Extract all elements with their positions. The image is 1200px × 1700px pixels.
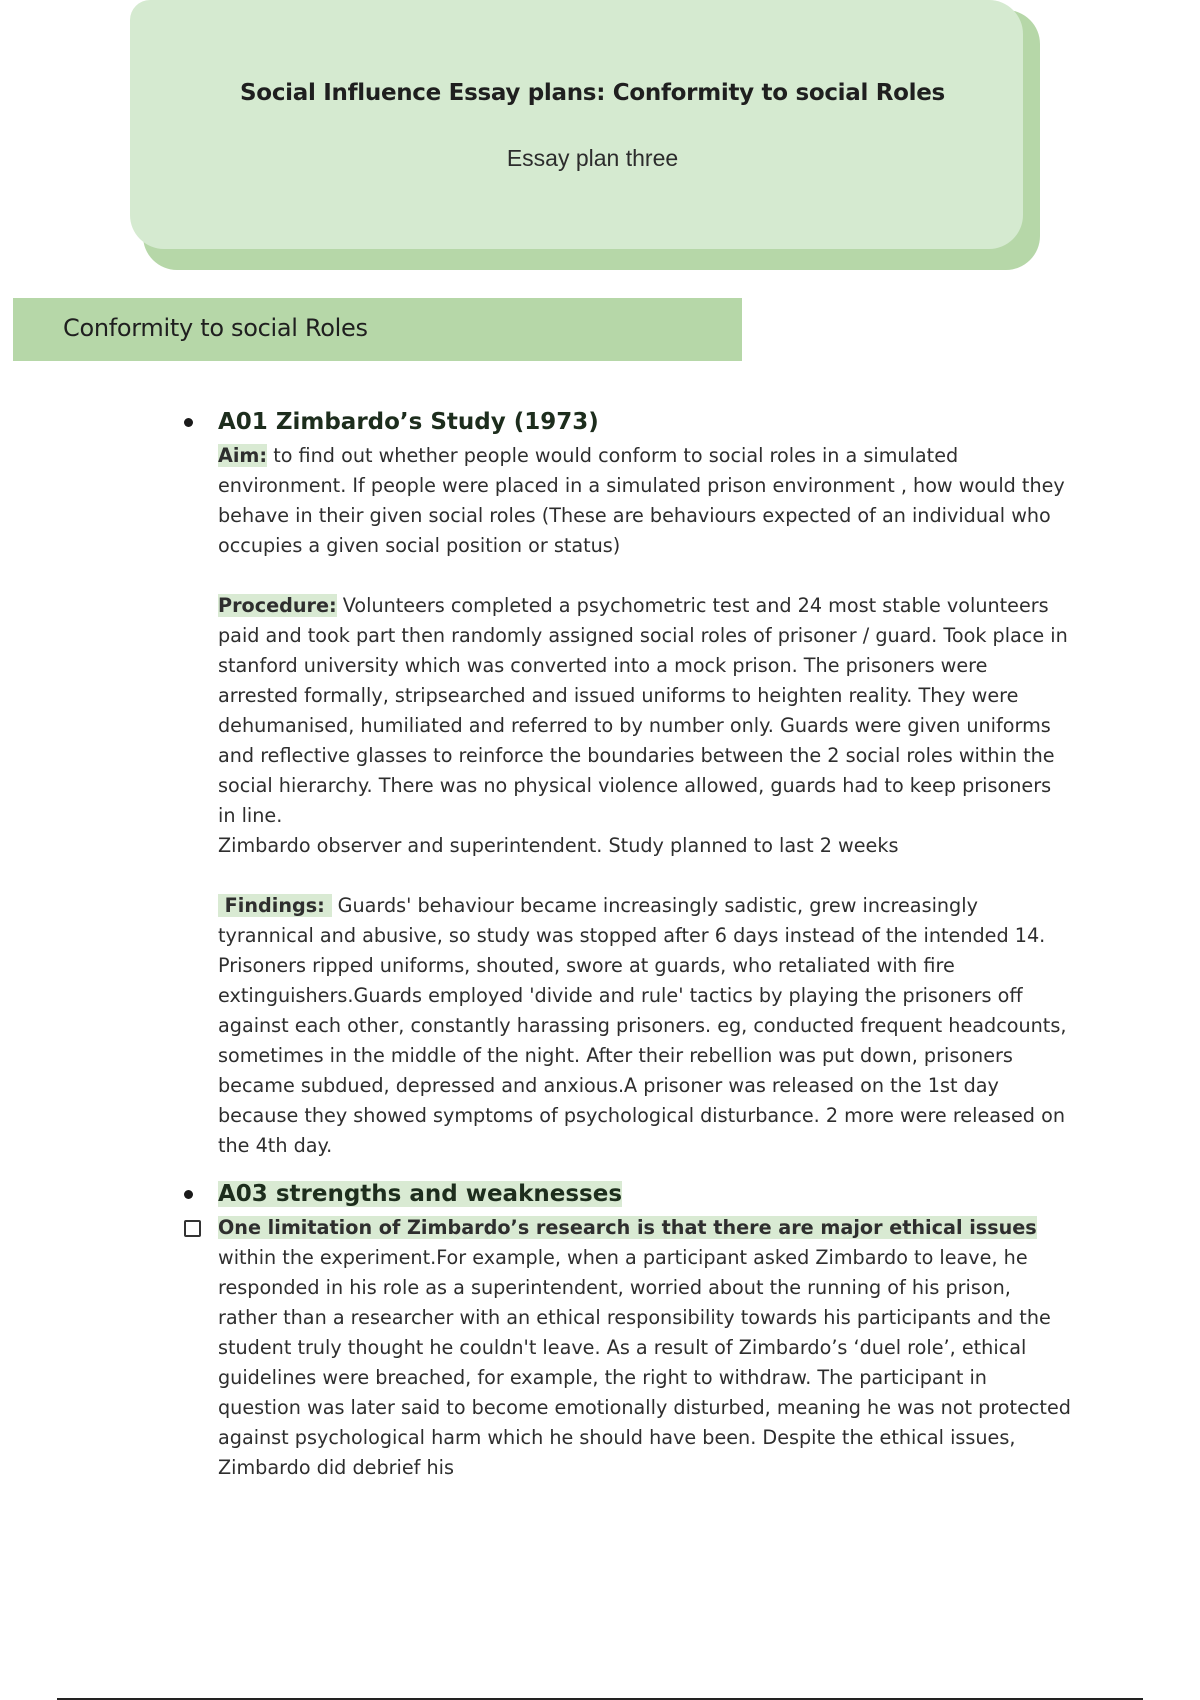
bullet-dot-icon	[184, 418, 193, 427]
spacer	[218, 561, 1073, 591]
a03-heading-text: A03 strengths and weaknesses	[218, 1181, 623, 1207]
document-title: Social Influence Essay plans: Conformity to social Roles	[240, 80, 945, 106]
section-title: Conformity to social Roles	[63, 314, 368, 342]
procedure-paragraph	[218, 591, 1073, 831]
a03-point-1-text	[218, 1213, 1073, 1483]
title-card	[130, 0, 1023, 249]
essay-body	[218, 403, 1073, 1483]
a01-heading-text: A01 Zimbardo’s Study (1973)	[218, 409, 599, 435]
document-subtitle: Essay plan three	[506, 145, 679, 171]
spacer	[218, 861, 1073, 891]
a03-point-1	[218, 1213, 1073, 1483]
a03-point-1-highlight: One limitation of Zimbardo’s research is that there are major ethical issues	[218, 1216, 1037, 1239]
bullet-dot-icon	[184, 1190, 193, 1199]
procedure-paragraph-2: Zimbardo observer and superintendent. Study planned to last 2 weeks	[218, 834, 899, 857]
section-header-band	[13, 298, 742, 361]
procedure-label: Procedure:	[218, 594, 337, 617]
aim-label: Aim:	[218, 444, 268, 467]
aim-text: to find out whether people would conform to social roles in a simulated environment. If people were placed in a simulated prison environment , how would they behave in their given social roles (These are behaviours expected of an individual who occupies a given social position or status)	[218, 444, 1065, 557]
findings-label: Findings:	[218, 894, 332, 917]
a03-point-1-body: within the experiment.For example, when a participant asked Zimbardo to leave, he responded in his role as a superintendent, worried about the running of his prison, rather than a researcher with an ethical responsibility towards his participants and the student truly thought he couldn't leave. As a result of Zimbardo’s ‘duel role’, ethical guidelines were breached, for example, the right to withdraw. The participant in question was later said to become emotionally disturbed, meaning he was not protected against psychological harm which he should have been. Despite the ethical issues, Zimbardo did debrief his	[218, 1246, 1071, 1479]
checkbox-icon[interactable]	[184, 1220, 201, 1237]
procedure-text: Volunteers completed a psychometric test and 24 most stable volunteers paid and took part then randomly assigned social roles of prisoner / guard. Took place in stanford university which was converted into a mock prison. The prisoners were arrested formally, stripsearched and issued uniforms to heighten reality. They were dehumanised, humiliated and referred to by number only. Guards were given uniforms and reflective glasses to reinforce the boundaries between the 2 social roles within the social hierarchy. There was no physical violence allowed, guards had to keep prisoners in line.	[218, 594, 1068, 827]
spacer	[218, 1161, 1073, 1175]
findings-paragraph	[218, 891, 1073, 1161]
findings-text: Guards' behaviour became increasingly sadistic, grew increasingly tyrannical and abusive, so study was stopped after 6 days instead of the intended 14. Prisoners ripped uniforms, shouted, swore at guards, who retaliated with fire extinguishers.Guards employed 'divide and rule' tactics by playing the prisoners off against each other, constantly harassing prisoners. eg, conducted frequent headcounts, sometimes in the middle of the night. After their rebellion was put down, prisoners became subdued, depressed and anxious.A prisoner was released on the 1st day because they showed symptoms of psychological disturbance. 2 more were released on the 4th day.	[218, 894, 1067, 1157]
a01-heading	[218, 403, 1073, 441]
aim-paragraph	[218, 441, 1073, 561]
a03-heading	[218, 1175, 1073, 1213]
